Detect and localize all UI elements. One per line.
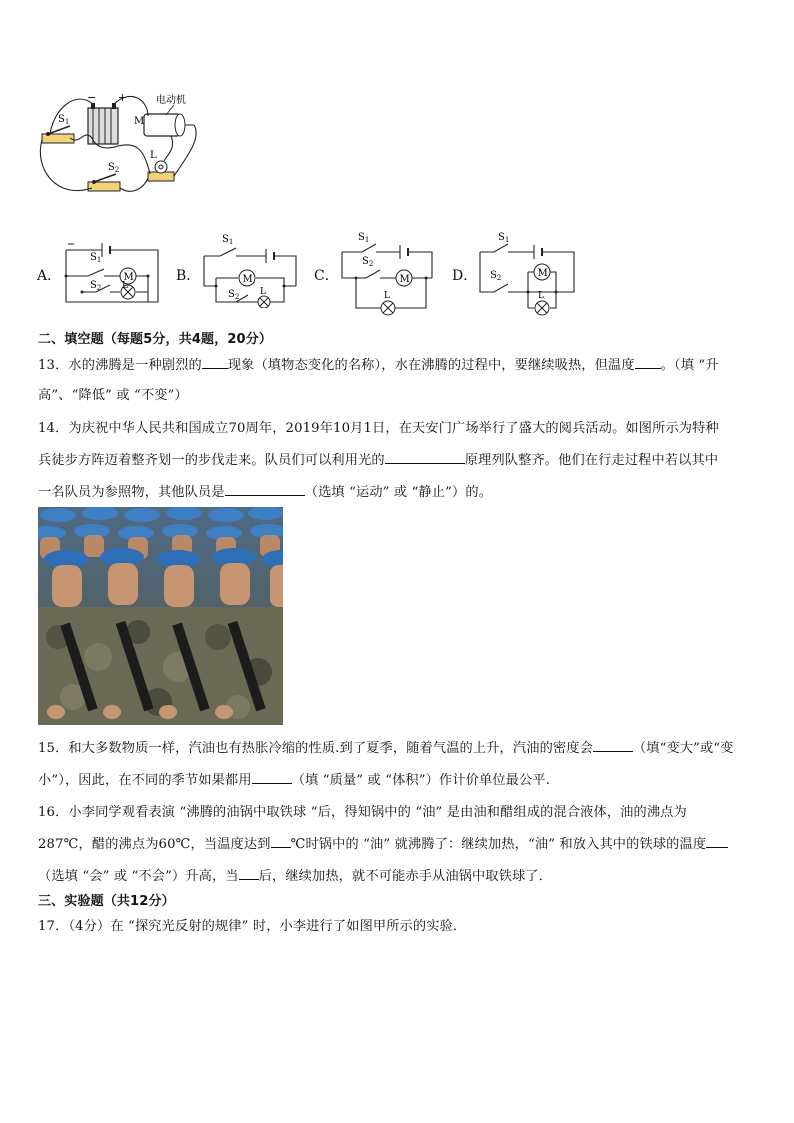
motor — [144, 114, 194, 136]
option-d-label: D． — [452, 268, 478, 284]
option-b-label: B． — [176, 268, 201, 284]
circuit-photo-figure — [36, 88, 206, 206]
question-16-line-2: 287℃，醋的沸点为60℃，当温度达到 ℃时锅中的 “油” 就沸腾了：继续加热，“油” 和放入其中的铁球的温度 — [38, 833, 728, 852]
battery-minus-label: − — [87, 91, 97, 104]
section-2-heading: 二、填空题（每题5分，共4题，20分） — [38, 332, 273, 347]
switch-s2-label: $S_2$ — [108, 162, 120, 174]
switch-s1-label: $S_1$ — [58, 114, 70, 126]
option-c-lamp-label: L — [384, 291, 390, 301]
question-13-line-1: 13．水的沸腾是一种剧烈的 现象（填物态变化的名称），水在沸腾的过程中，要继续吸热，但温度 。（填 “升 — [38, 358, 719, 373]
question-15-line-2: 小”），因此，在不同的季节如果都用 （填 “质量” 或 “体积”）作计价单位最公平. — [38, 773, 551, 788]
question-17-line-1: 17．（4分）在 “探究光反射的规律” 时，小李进行了如图甲所示的实验． — [38, 919, 467, 934]
option-d-circuit — [474, 228, 580, 320]
option-a-label: A． — [37, 268, 62, 284]
option-d-s1-label: $S_1$ — [498, 232, 510, 244]
option-a-s2-label: $S_2$ — [90, 280, 102, 292]
question-14-line-1: 14．为庆祝中华人民共和国成立70周年，2019年10月1日，在天安门广场举行了盛大的阅兵活动。如图所示为特种 — [38, 421, 719, 436]
switch-s2 — [88, 174, 120, 191]
option-b-s1-label: $S_1$ — [222, 234, 234, 246]
question-16-line-3: （选填 “会” 或 “不会”）升高，当 后，继续加热，就不可能赤手从油锅中取铁球了． — [38, 869, 553, 884]
motor-m-label: M — [134, 116, 145, 127]
option-b-s2-label: $S_2$ — [228, 289, 240, 301]
option-b-circuit — [196, 228, 302, 308]
option-d-lamp-label: L — [538, 291, 544, 301]
option-a-s1-label: $S_1$ — [90, 252, 102, 264]
soldiers-photo — [38, 507, 283, 725]
question-14-line-3: 一名队员为参照物，其他队员是 （选填 “运动” 或 “静止”）的。 — [38, 485, 493, 500]
option-b-motor-label: M — [242, 274, 253, 285]
question-16-line-1: 16．小李同学观看表演 “沸腾的油锅中取铁球 “后，得知锅中的 “油” 是由油和醋组成的混合液体，油的沸点为 — [38, 805, 687, 820]
option-b-lamp-label: L — [260, 287, 266, 297]
option-c-s2-label: $S_2$ — [362, 256, 374, 268]
option-d-motor-label: M — [537, 268, 548, 279]
option-c-motor-label: M — [399, 274, 410, 285]
option-a-circuit — [60, 236, 164, 308]
option-c-s1-label: $S_1$ — [358, 232, 370, 244]
switch-s1 — [42, 126, 74, 143]
motor-label: 电动机 — [156, 95, 186, 106]
option-d-s2-label: $S_2$ — [490, 270, 502, 282]
option-c-label: C． — [314, 268, 339, 284]
lamp-l-label: L — [150, 150, 157, 161]
section-3-heading: 三、实验题（共12分） — [38, 894, 175, 909]
battery-plus-label: + — [118, 91, 128, 104]
option-c-circuit — [336, 228, 438, 320]
question-13-line-2: 高”、“降低” 或 “不变”） — [38, 388, 188, 403]
lamp — [148, 161, 174, 181]
option-a-lamp-label: L — [122, 281, 128, 291]
question-15-line-1: 15．和大多数物质一样，汽油也有热胀冷缩的性质.到了夏季，随着气温的上升，汽油的密度会 （填“变大”或“变 — [38, 741, 734, 756]
question-14-line-2: 兵徒步方阵迈着整齐划一的步伐走来。队员们可以利用光的 原理列队整齐。他们在行走过程中若以其中 — [38, 453, 719, 468]
option-a-motor-label: M — [123, 272, 134, 283]
